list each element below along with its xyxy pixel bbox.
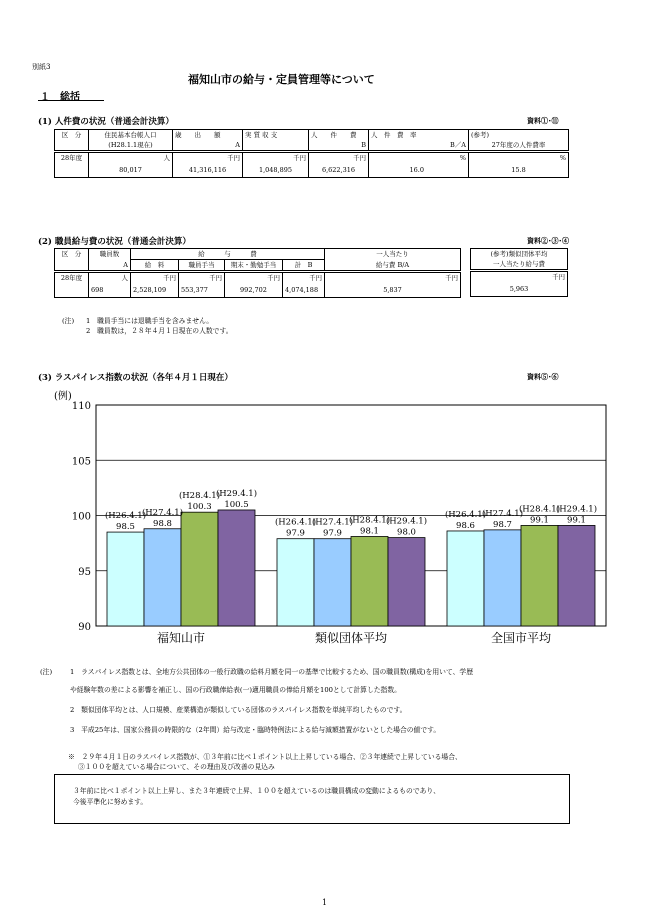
s3-note-3: 3 平成25年は、国家公務員の時限的な（2年間）給与改定・臨時特例法による給与減額措置がないとした場合の値です。 [70,726,441,734]
s2-u-per: 千円 [325,272,461,284]
s2-u-ref: 千円 [471,271,568,283]
bar-series-label-1-1: (H27.4.1) [311,517,354,528]
reason-line-2: 今後平準化に努めます。 [73,798,148,806]
y-tick-label-110: 110 [71,401,91,412]
s1-h-pers-sub: B [309,140,369,152]
s1-v-ratio: 16.0 [369,163,469,178]
s2-heading: (2) 職員給与費の状況（普通会計決算） [38,237,191,247]
s2-h-staff: 職員数 [89,249,131,260]
s2-h-salary: 給 料 [131,260,179,272]
s1-row-year: 28年度 [55,152,89,164]
bar-value-label-2-3: 99.1 [567,515,586,526]
s2-h-allow: 職員手当 [179,260,225,272]
s1-v-exp: 41,316,116 [173,163,243,178]
bar-value-label-1-1: 97.9 [323,528,342,539]
bar-series-label-2-3: (H29.4.1) [555,504,598,515]
bar-0-3 [218,510,255,626]
s1-v-pop: 80,017 [89,163,173,178]
s2-h-kubun: 区 分 [55,249,89,260]
s1-h-pers: 人 件 費 [309,130,369,141]
s1-h-ratio: 人 件 費 率 [369,130,469,141]
x-category-label-1: 類似団体平均 [314,631,388,645]
bar-series-label-0-1: (H27.4.1) [141,507,184,518]
reason-line-1: ３年前に比べ１ポイント以上上昇し、また３年連続で上昇、１００を超えているのは職員構成の変動によるものであり、 [73,787,441,795]
y-tick-label-90: 90 [78,622,91,633]
s2-h-kubun-sub [55,260,89,272]
s2-h-pay: 給 与 費 [131,249,325,260]
laspeyres-chart [40,385,620,655]
s1-h-real-sub [243,140,309,152]
bar-value-label-2-1: 98.7 [493,519,512,530]
s2-u-bonus: 千円 [225,272,283,284]
bar-1-0 [277,539,314,626]
s1-h-kubun: 区 分 [55,130,89,141]
s2-row-year: 28年度 [55,272,89,284]
bar-2-3 [558,525,595,626]
chart-ylabel: (例) [54,391,72,402]
s2-note-2: 2 職員数は，２８年４月１日現在の人数です。 [86,327,233,335]
x-category-label-2: 全国市平均 [490,631,552,645]
s2-h-per-sub: 給与費 B/A [325,260,461,272]
bar-2-2 [521,525,558,626]
s2-h-total: 計 B [283,260,325,272]
s1-u-real: 千円 [243,152,309,164]
s1-h-ref: (参考) [469,130,569,141]
bar-value-label-0-2: 100.3 [187,502,212,513]
s1-heading: (1) 人件費の状況（普通会計決算） [38,117,174,127]
bar-value-label-0-0: 98.5 [116,522,135,533]
bar-value-label-0-1: 98.8 [153,518,172,529]
s2-v-total: 4,074,188 [283,283,325,298]
s3-star-b: ③１００を超えている場合について、その理由及び改善の見込み [78,763,275,771]
bar-value-label-1-0: 97.9 [286,528,305,539]
page-number: 1 [322,898,328,907]
s3-ref: 資料⑤･⑥ [527,372,559,381]
s2-h-bonus: 期末・勤勉手当 [225,260,283,272]
s2-v-staff: 698 [89,283,131,298]
attachment-label: 別紙3 [32,63,51,71]
s2-h-staff-sub: A [89,260,131,272]
s2-v-per: 5,837 [325,283,461,298]
s1-h-exp: 歳 出 額 [173,130,243,141]
bar-1-1 [314,539,351,626]
s3-notes-label: (注) [40,668,53,676]
bar-value-label-1-3: 98.0 [397,527,416,538]
section-heading: １ 総括 [40,92,80,103]
bar-series-label-1-3: (H29.4.1) [385,516,428,527]
s1-h-pop-sub: (H28.1.1現在) [89,140,173,152]
s1-h-kubun-sub [55,140,89,152]
s2-h-per: 一人当たり [325,249,461,260]
y-tick-label-95: 95 [78,566,91,578]
s2-v-salary: 2,528,109 [131,283,179,298]
s2-note-1: 1 職員手当には退職手当を含みません。 [86,317,214,325]
s2-v-ref: 5,963 [471,282,568,297]
bar-1-2 [351,536,388,626]
bar-2-0 [447,531,484,626]
s1-u-pop: 人 [89,152,173,164]
bar-series-label-2-2: (H28.4.1) [518,504,561,515]
s2-ref: 資料②･③･④ [527,236,569,245]
s3-star-a: ※ ２９年４月１日のラスパイレス指数が、①３年前に比べ１ポイント以上上昇している場合、②３年連続で上昇している場合、 [68,753,462,761]
s3-note-2: 2 類似団体平均とは、人口規模、産業構造が類似している団体のラスパイレス指数を単純平均したものです。 [70,706,407,714]
bar-series-label-0-0: (H26.4.1) [104,511,147,522]
bar-value-label-2-0: 98.6 [456,520,475,531]
bar-series-label-1-2: (H28.4.1) [348,515,391,526]
s1-ref: 資料①･⑪ [527,116,559,125]
page-title: 福知山市の給与・定員管理等について [188,73,375,86]
s2-v-allow: 553,377 [179,283,225,298]
staff-pay-table [54,248,461,298]
s1-h-ratio-sub: B／A [369,140,469,152]
bar-value-label-1-2: 98.1 [360,526,379,537]
s1-h-pop: 住民基本台帳人口 [89,130,173,141]
reason-box [54,774,570,824]
bar-0-2 [181,512,218,626]
s2-u-allow: 千円 [179,272,225,284]
s3-note-1b: や経験年数の差による影響を補正し、国の行政職俸給表(一)適用職員の俸給月額を100として計算した指数。 [70,686,401,694]
s1-v-ref: 15.8 [469,163,569,178]
s1-h-real: 実 質 収 支 [243,130,309,141]
s2-u-staff: 人 [89,272,131,284]
s1-h-ref-sub: 27年度の人件費率 [469,140,569,152]
s2-row-year-sub [55,283,89,298]
bar-0-1 [144,529,181,626]
s2-u-salary: 千円 [131,272,179,284]
s2-note-label: (注) [62,317,75,325]
s3-heading: (3) ラスパイレス指数の状況（各年４月１日現在） [38,373,233,383]
s1-u-exp: 千円 [173,152,243,164]
s1-v-pers: 6,622,316 [309,163,369,178]
s1-v-real: 1,048,895 [243,163,309,178]
bar-2-1 [484,530,521,626]
bar-series-label-1-0: (H26.4.1) [274,517,317,528]
bar-series-label-2-1: (H27.4.1) [481,508,524,519]
s2-h-ref: (参考)類似団体平均 [471,249,568,260]
s2-h-ref-sub: 一人当たり給与費 [471,259,568,271]
y-tick-label-105: 105 [71,456,91,468]
s1-u-ratio: % [369,152,469,164]
s1-row-year-sub [55,163,89,178]
s1-u-pers: 千円 [309,152,369,164]
y-tick-label-100: 100 [71,511,91,523]
bar-0-0 [107,532,144,626]
bar-1-3 [388,538,425,626]
bar-series-label-2-0: (H26.4.1) [444,509,487,520]
bar-value-label-2-2: 99.1 [530,515,549,526]
bar-series-label-0-3: (H29.4.1) [215,488,258,499]
section-underline [38,100,104,101]
personnel-cost-table [54,129,569,178]
bar-series-label-0-2: (H28.4.1) [178,491,221,502]
s2-v-bonus: 992,702 [225,283,283,298]
s1-u-ref: % [469,152,569,164]
s2-u-total: 千円 [283,272,325,284]
s1-h-exp-sub: A [173,140,243,152]
bar-value-label-0-3: 100.5 [224,499,249,510]
staff-pay-ref-table [470,248,568,297]
s3-note-1a: 1 ラスパイレス指数とは、全地方公共団体の一般行政職の給料月額を同一の基準で比較するため、国の職員数(構成)を用いて、学歴 [70,668,474,676]
x-category-label-0: 福知山市 [156,631,206,645]
